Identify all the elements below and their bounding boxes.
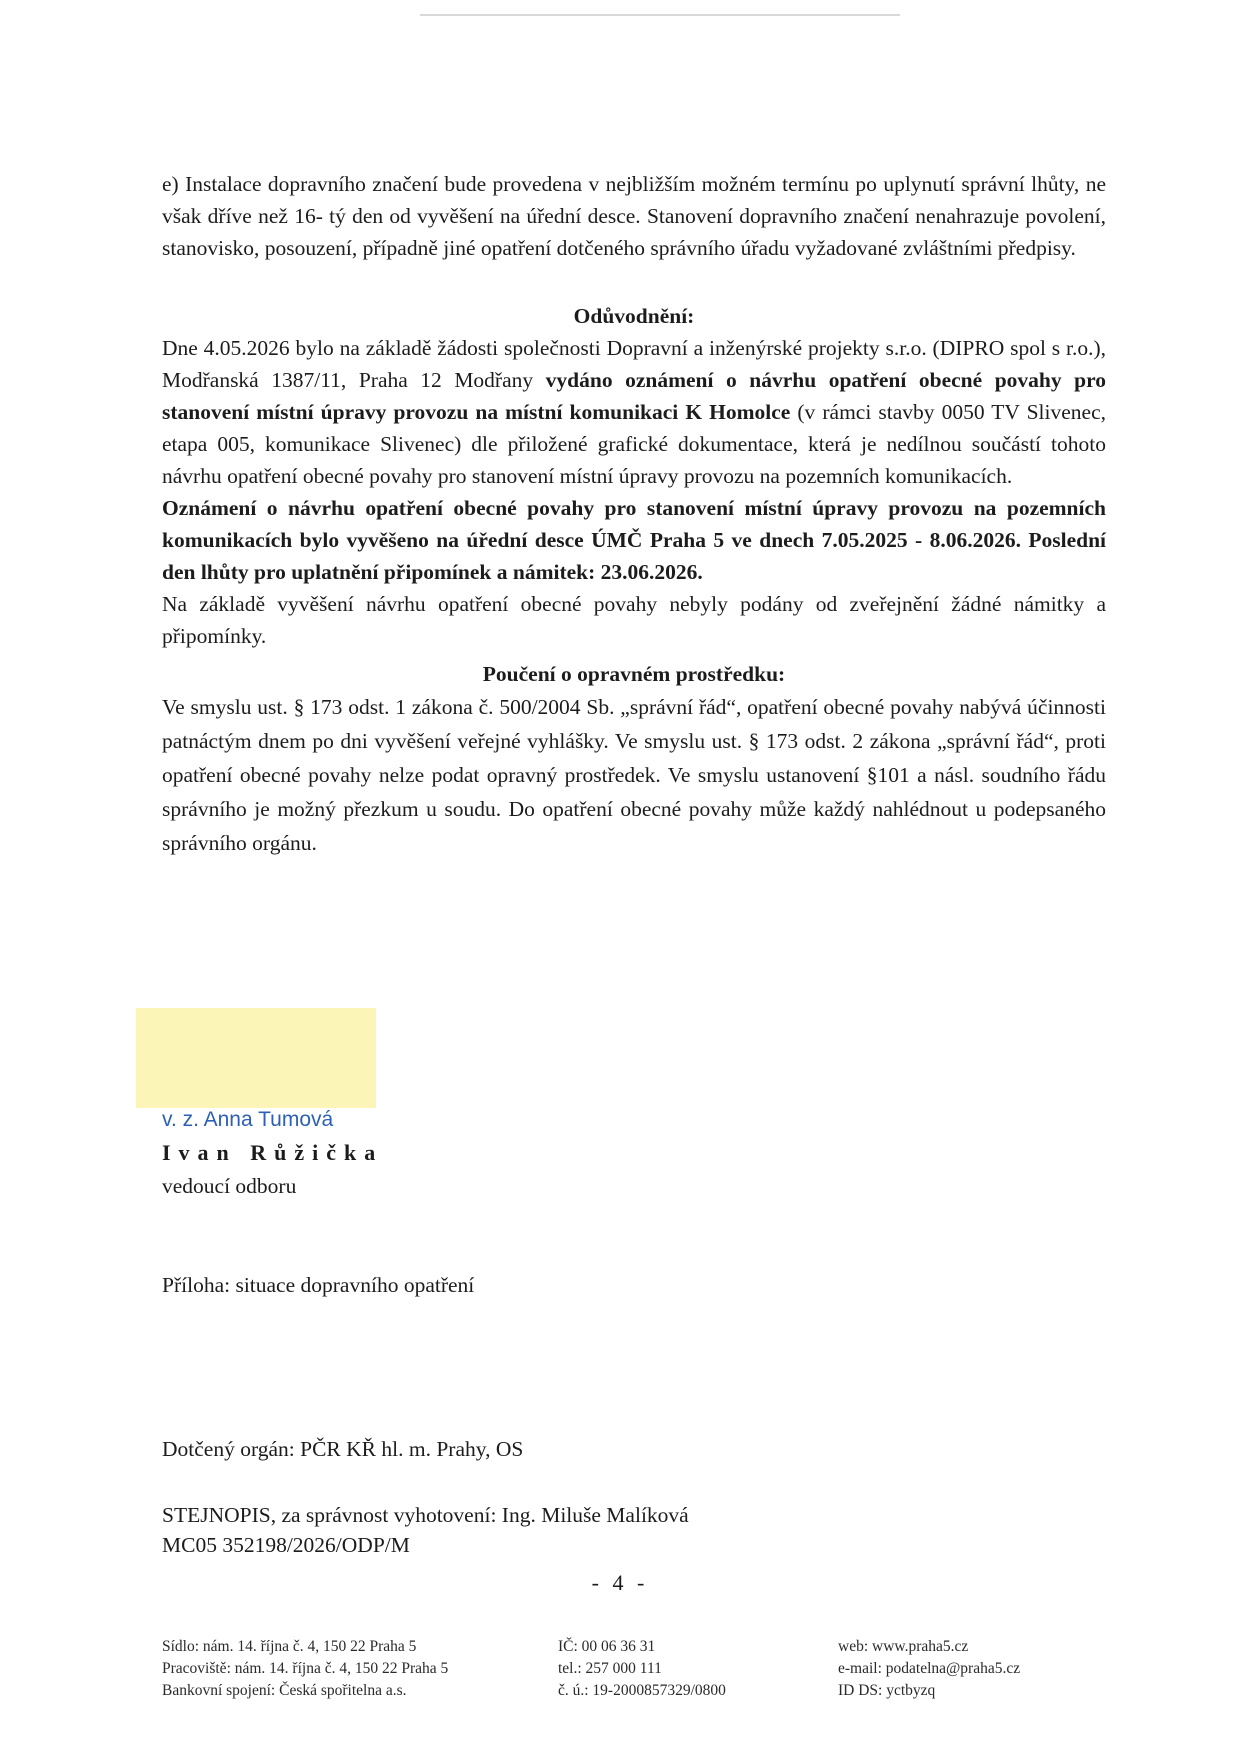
copy-certification: STEJNOPIS, za správnost vyhotovení: Ing. Miluše Malíková	[162, 1503, 689, 1527]
attachment-note: Příloha: situace dopravního opatření	[162, 1273, 475, 1297]
paragraph-oznameni: Oznámení o návrhu opatření obecné povahy pro stanovení místní úpravy provozu na pozemních komunikacích bylo vyvěšeno na úřední desce ÚMČ Praha 5 ve dnech 7.05.2025 - 8.06.2026. Poslední den lhůty pro uplatnění připomínek a námitek: 23.06.2026.	[162, 496, 1106, 584]
footer-column-ids	[558, 1636, 726, 1702]
paragraph-e: e) Instalace dopravního značení bude provedena v nejbližším možném termínu po uplynutí správní lhůty, ne však dříve než 16- tý den od vyvěšení na úřední desce. Stanovení dopravního značení nenahrazuje povolení, stanovisko, posouzení, případně jiné opatření dotčeného správního úřadu vyžadované zvláštními předpisy.	[162, 172, 1106, 260]
reference-number: MC05 352198/2026/ODP/M	[162, 1533, 410, 1557]
affected-authority: Dotčený orgán: PČR KŘ hl. m. Prahy, OS	[162, 1437, 524, 1461]
paragraph-dne-part1: Dne 4.05.2026 bylo na základě žádosti společnosti Dopravní a inženýrské projekty s.r.o. (DIPRO spol s r.o.), Modřanská 1387/11, Praha 12 Modřany	[162, 336, 1106, 392]
scan-top-line	[420, 14, 900, 16]
footer-contact-line: ID DS: yctbyzq	[838, 1682, 936, 1699]
footer-id-line: IČ: 00 06 36 31	[558, 1638, 656, 1655]
paragraph-dne-bold: vydáno oznámení o návrhu opatření obecné povahy pro stanovení místní úpravy provozu na místní komunikaci K Homolce	[162, 368, 1106, 424]
footer-contact-line: web: www.praha5.cz	[838, 1638, 969, 1655]
footer-address-line: Bankovní spojení: Česká spořitelna a.s.	[162, 1682, 407, 1699]
page-number: - 4 -	[591, 1570, 649, 1595]
heading-pouceni: Poučení o opravném prostředku:	[482, 662, 786, 686]
signatory-name: Ivan Růžička	[162, 1140, 384, 1165]
footer-column-address	[162, 1636, 448, 1702]
footer-id-line: tel.: 257 000 111	[558, 1660, 662, 1677]
document-body	[162, 168, 1106, 860]
footer-column-contact	[838, 1636, 1020, 1702]
signatory-role: vedoucí odboru	[162, 1174, 297, 1198]
footer-address-line: Pracoviště: nám. 14. října č. 4, 150 22 Praha 5	[162, 1660, 449, 1677]
paragraph-na-zaklade: Na základě vyvěšení návrhu opatření obecné povahy nebyly podány od zveřejnění žádné námitky a připomínky.	[162, 592, 1106, 648]
footer-contact-line: e-mail: podatelna@praha5.cz	[838, 1660, 1021, 1677]
paragraph-ve-smyslu: Ve smyslu ust. § 173 odst. 1 zákona č. 500/2004 Sb. „správní řád“, opatření obecné povahy nabývá účinnosti patnáctým dnem po dni vyvěšení veřejné vyhlášky. Ve smyslu ust. § 173 odst. 2 zákona „správní řád“, proti opatření obecné povahy nelze podat opravný prostředek. Ve smyslu ustanovení §101 a násl. soudního řádu správního je možný přezkum u soudu. Do opatření obecné povahy může každý nahlédnout u podepsaného správního orgánu.	[162, 695, 1106, 855]
footer-address-line: Sídlo: nám. 14. října č. 4, 150 22 Praha 5	[162, 1638, 417, 1655]
handwritten-signature: v. z. Anna Tumová	[162, 1108, 334, 1131]
footer-id-line: č. ú.: 19-2000857329/0800	[558, 1682, 726, 1699]
paragraph-dne	[162, 332, 1106, 492]
redaction-highlight	[136, 1008, 376, 1108]
heading-oduvodneni: Odůvodnění:	[573, 304, 695, 328]
paragraph-dne-part2: (v rámci stavby 0050 TV Slivenec, etapa 005, komunikace Slivenec) dle přiložené grafické dokumentace, která je nedílnou součástí tohoto návrhu opatření obecné povahy pro stanovení místní úpravy provozu na pozemních komunikacích.	[162, 400, 1106, 488]
